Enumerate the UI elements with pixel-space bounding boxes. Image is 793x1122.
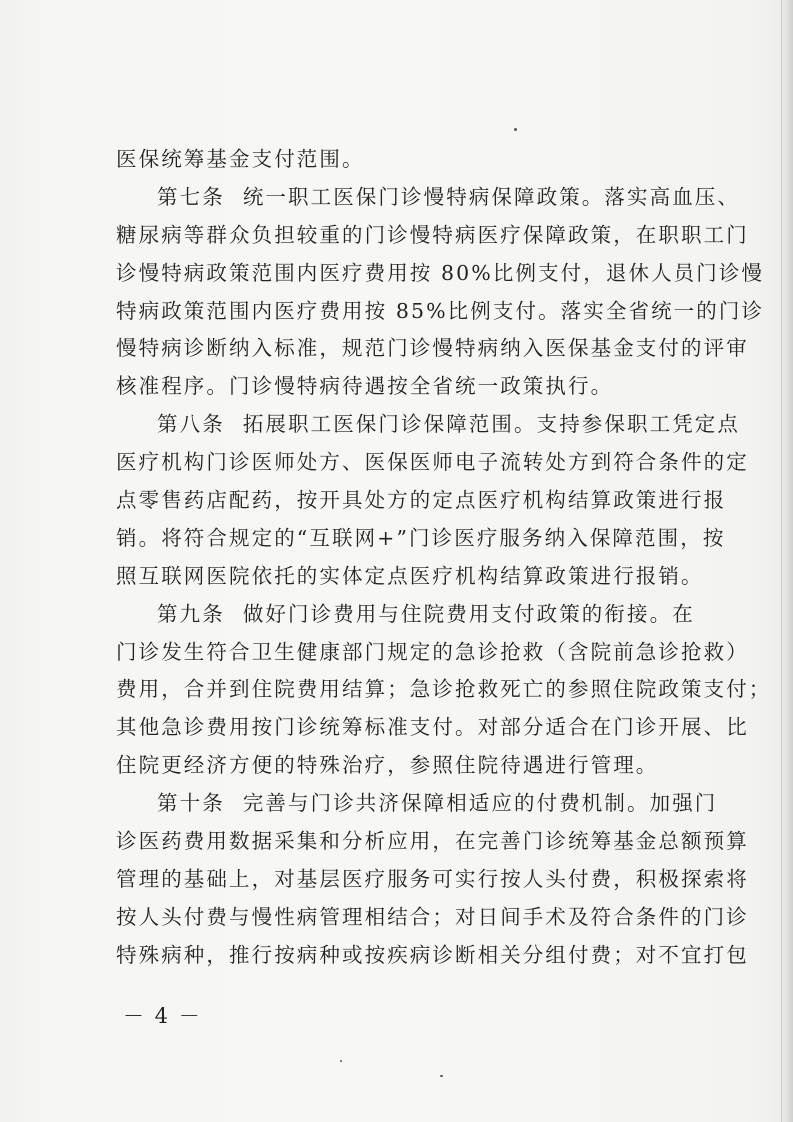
text-line: 核准程序。门诊慢特病待遇按全省统一政策执行。 [116, 374, 614, 399]
scan-speck [340, 1060, 342, 1062]
text-line: 医保统筹基金支付范围。 [116, 147, 365, 171]
text-line: 其他急诊费用按门诊统筹标准支付。对部分适合在门诊开展、比 [116, 715, 749, 740]
text-line: 门诊发生符合卫生健康部门规定的急诊抢救（含院前急诊抢救） [116, 639, 749, 664]
scan-speck [514, 128, 517, 131]
text-line: 诊慢特病政策范围内医疗费用按 80%比例支付，退休人员门诊慢 [116, 260, 765, 285]
text-line: 糖尿病等群众负担较重的门诊慢特病医疗保障政策，在职职工门 [116, 222, 749, 247]
article-7-line: 第七条 统一职工医保门诊慢特病保障政策。落实高血压、 [157, 184, 741, 209]
text-line: 医疗机构门诊医师处方、医保医师电子流转处方到符合条件的定 [116, 450, 749, 475]
article-heading: 第九条 [157, 601, 225, 626]
article-10-line: 第十条 完善与门诊共济保障相适应的付费机制。加强门 [157, 791, 718, 816]
article-heading: 第七条 [157, 184, 225, 209]
article-8-line: 第八条 拓展职工医保门诊保障范围。支持参保职工凭定点 [157, 412, 741, 437]
text-line: 照互联网医院依托的实体定点医疗机构结算政策进行报销。 [116, 563, 704, 588]
text-line: 特殊病种，推行按病种或按疾病诊断相关分组付费；对不宜打包 [116, 942, 749, 967]
text-line: 诊医药费用数据采集和分析应用，在完善门诊统筹基金总额预算 [116, 829, 749, 854]
scan-speck [440, 1075, 443, 1077]
body-text [116, 141, 772, 975]
article-9-line: 第九条 做好门诊费用与住院费用支付政策的衔接。在 [157, 601, 695, 626]
text-line: 慢特病诊断纳入标准，规范门诊慢特病纳入医保基金支付的评审 [116, 336, 749, 361]
article-heading: 第十条 [157, 791, 225, 816]
text-line: 点零售药店配药，按开具处方的定点医疗机构结算政策进行报 [116, 488, 727, 513]
text-line: 费用，合并到住院费用结算；急诊抢救死亡的参照住院政策支付； [116, 677, 772, 702]
text-line: 特病政策范围内医疗费用按 85%比例支付。落实全省统一的门诊 [116, 298, 765, 323]
text-line: 住院更经济方便的特殊治疗，参照住院待遇进行管理。 [116, 753, 659, 778]
text-line: 按人头付费与慢性病管理相结合；对日间手术及符合条件的门诊 [116, 904, 749, 929]
text-line: 销。将符合规定的“互联网+”门诊医疗服务纳入保障范围，按 [116, 525, 726, 550]
article-heading: 第八条 [157, 412, 225, 437]
page-edge-line [781, 0, 782, 1122]
text-line: 管理的基础上，对基层医疗服务可实行按人头付费，积极探索将 [116, 866, 749, 891]
page-number: － 4 － [123, 1004, 202, 1028]
